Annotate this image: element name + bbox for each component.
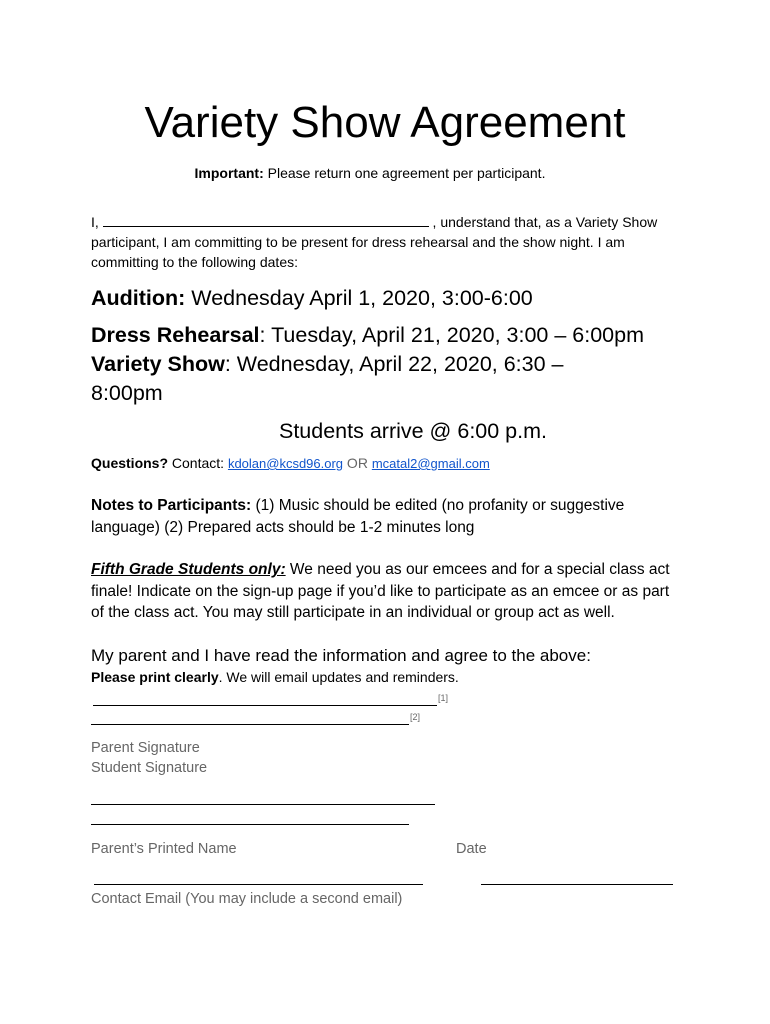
contact-email-line[interactable] (94, 884, 423, 885)
questions-line (91, 453, 490, 474)
fifth-label: Fifth Grade Students only: (91, 561, 286, 578)
printed-name-line-1[interactable] (91, 804, 435, 805)
commitment-text: , understand that, as a Variety Show participant, I am committing to be present for dress rehearsal and the show night. I am committing to the following dates: (91, 214, 658, 270)
parent-printed-name-label: Parent’s Printed Name (91, 841, 237, 857)
agreement-statement: My parent and I have read the information and agree to the above: (91, 646, 591, 665)
show-text: : Wednesday, April 22, 2020, 6:30 – (224, 352, 564, 376)
audition-label: Audition: (91, 286, 186, 310)
printed-name-line-2[interactable] (91, 824, 409, 825)
show-label: Variety Show (91, 352, 225, 376)
commitment-paragraph (91, 212, 691, 272)
comment-ref-2[interactable]: [2] (410, 712, 421, 722)
important-notice (0, 163, 740, 183)
questions-label: Questions? (91, 455, 169, 471)
date-line[interactable] (481, 884, 673, 885)
show-line (91, 350, 564, 379)
date-label: Date (456, 841, 487, 857)
notes-text: (1) Music should be edited (no profanity or suggestive language) (2) Prepared acts should be 1-2 minutes long (91, 497, 625, 536)
questions-text: Contact: (168, 455, 228, 471)
student-signature-line[interactable] (91, 724, 409, 725)
comment-ref-1[interactable]: [1] (438, 693, 449, 703)
audition-text: Wednesday April 1, 2020, 3:00-6:00 (185, 286, 533, 310)
show-line-end: 8:00pm (91, 381, 163, 405)
arrival-time: Students arrive @ 6:00 p.m. (278, 419, 547, 443)
fifth-text: We need you as our emcees and for a special class act finale! Indicate on the sign-up page if you’d like to participate as an emcee or as part of the class act. You may still participate in an individual or group act as well. (91, 561, 670, 621)
parent-signature-label: Parent Signature (91, 740, 200, 756)
important-text: Please return one agreement per participant. (263, 165, 546, 181)
print-text: . We will email updates and reminders. (218, 669, 459, 685)
email-link-mcatal2[interactable]: mcatal2@gmail.com (371, 456, 490, 471)
audition-line (91, 284, 533, 313)
notes-to-participants (91, 495, 681, 539)
page-title: Variety Show Agreement (144, 98, 626, 147)
print-label: Please print clearly (91, 669, 219, 685)
commitment-prefix: I, (91, 214, 103, 230)
participant-name-blank[interactable] (103, 214, 429, 227)
rehearsal-text: : Tuesday, April 21, 2020, 3:00 – 6:00pm (259, 323, 645, 347)
contact-email-label: Contact Email (You may include a second email) (91, 891, 403, 907)
notes-label: Notes to Participants: (91, 497, 252, 514)
fifth-grade-notice (91, 559, 686, 624)
rehearsal-line (91, 321, 644, 350)
print-instructions (91, 667, 459, 687)
student-signature-label: Student Signature (91, 760, 208, 776)
email-link-kdolan[interactable]: kdolan@kcsd96.org (227, 456, 344, 471)
parent-signature-line[interactable] (93, 705, 437, 706)
rehearsal-label: Dress Rehearsal (91, 323, 260, 347)
questions-or: OR (343, 455, 372, 471)
important-label: Important: (194, 165, 264, 181)
